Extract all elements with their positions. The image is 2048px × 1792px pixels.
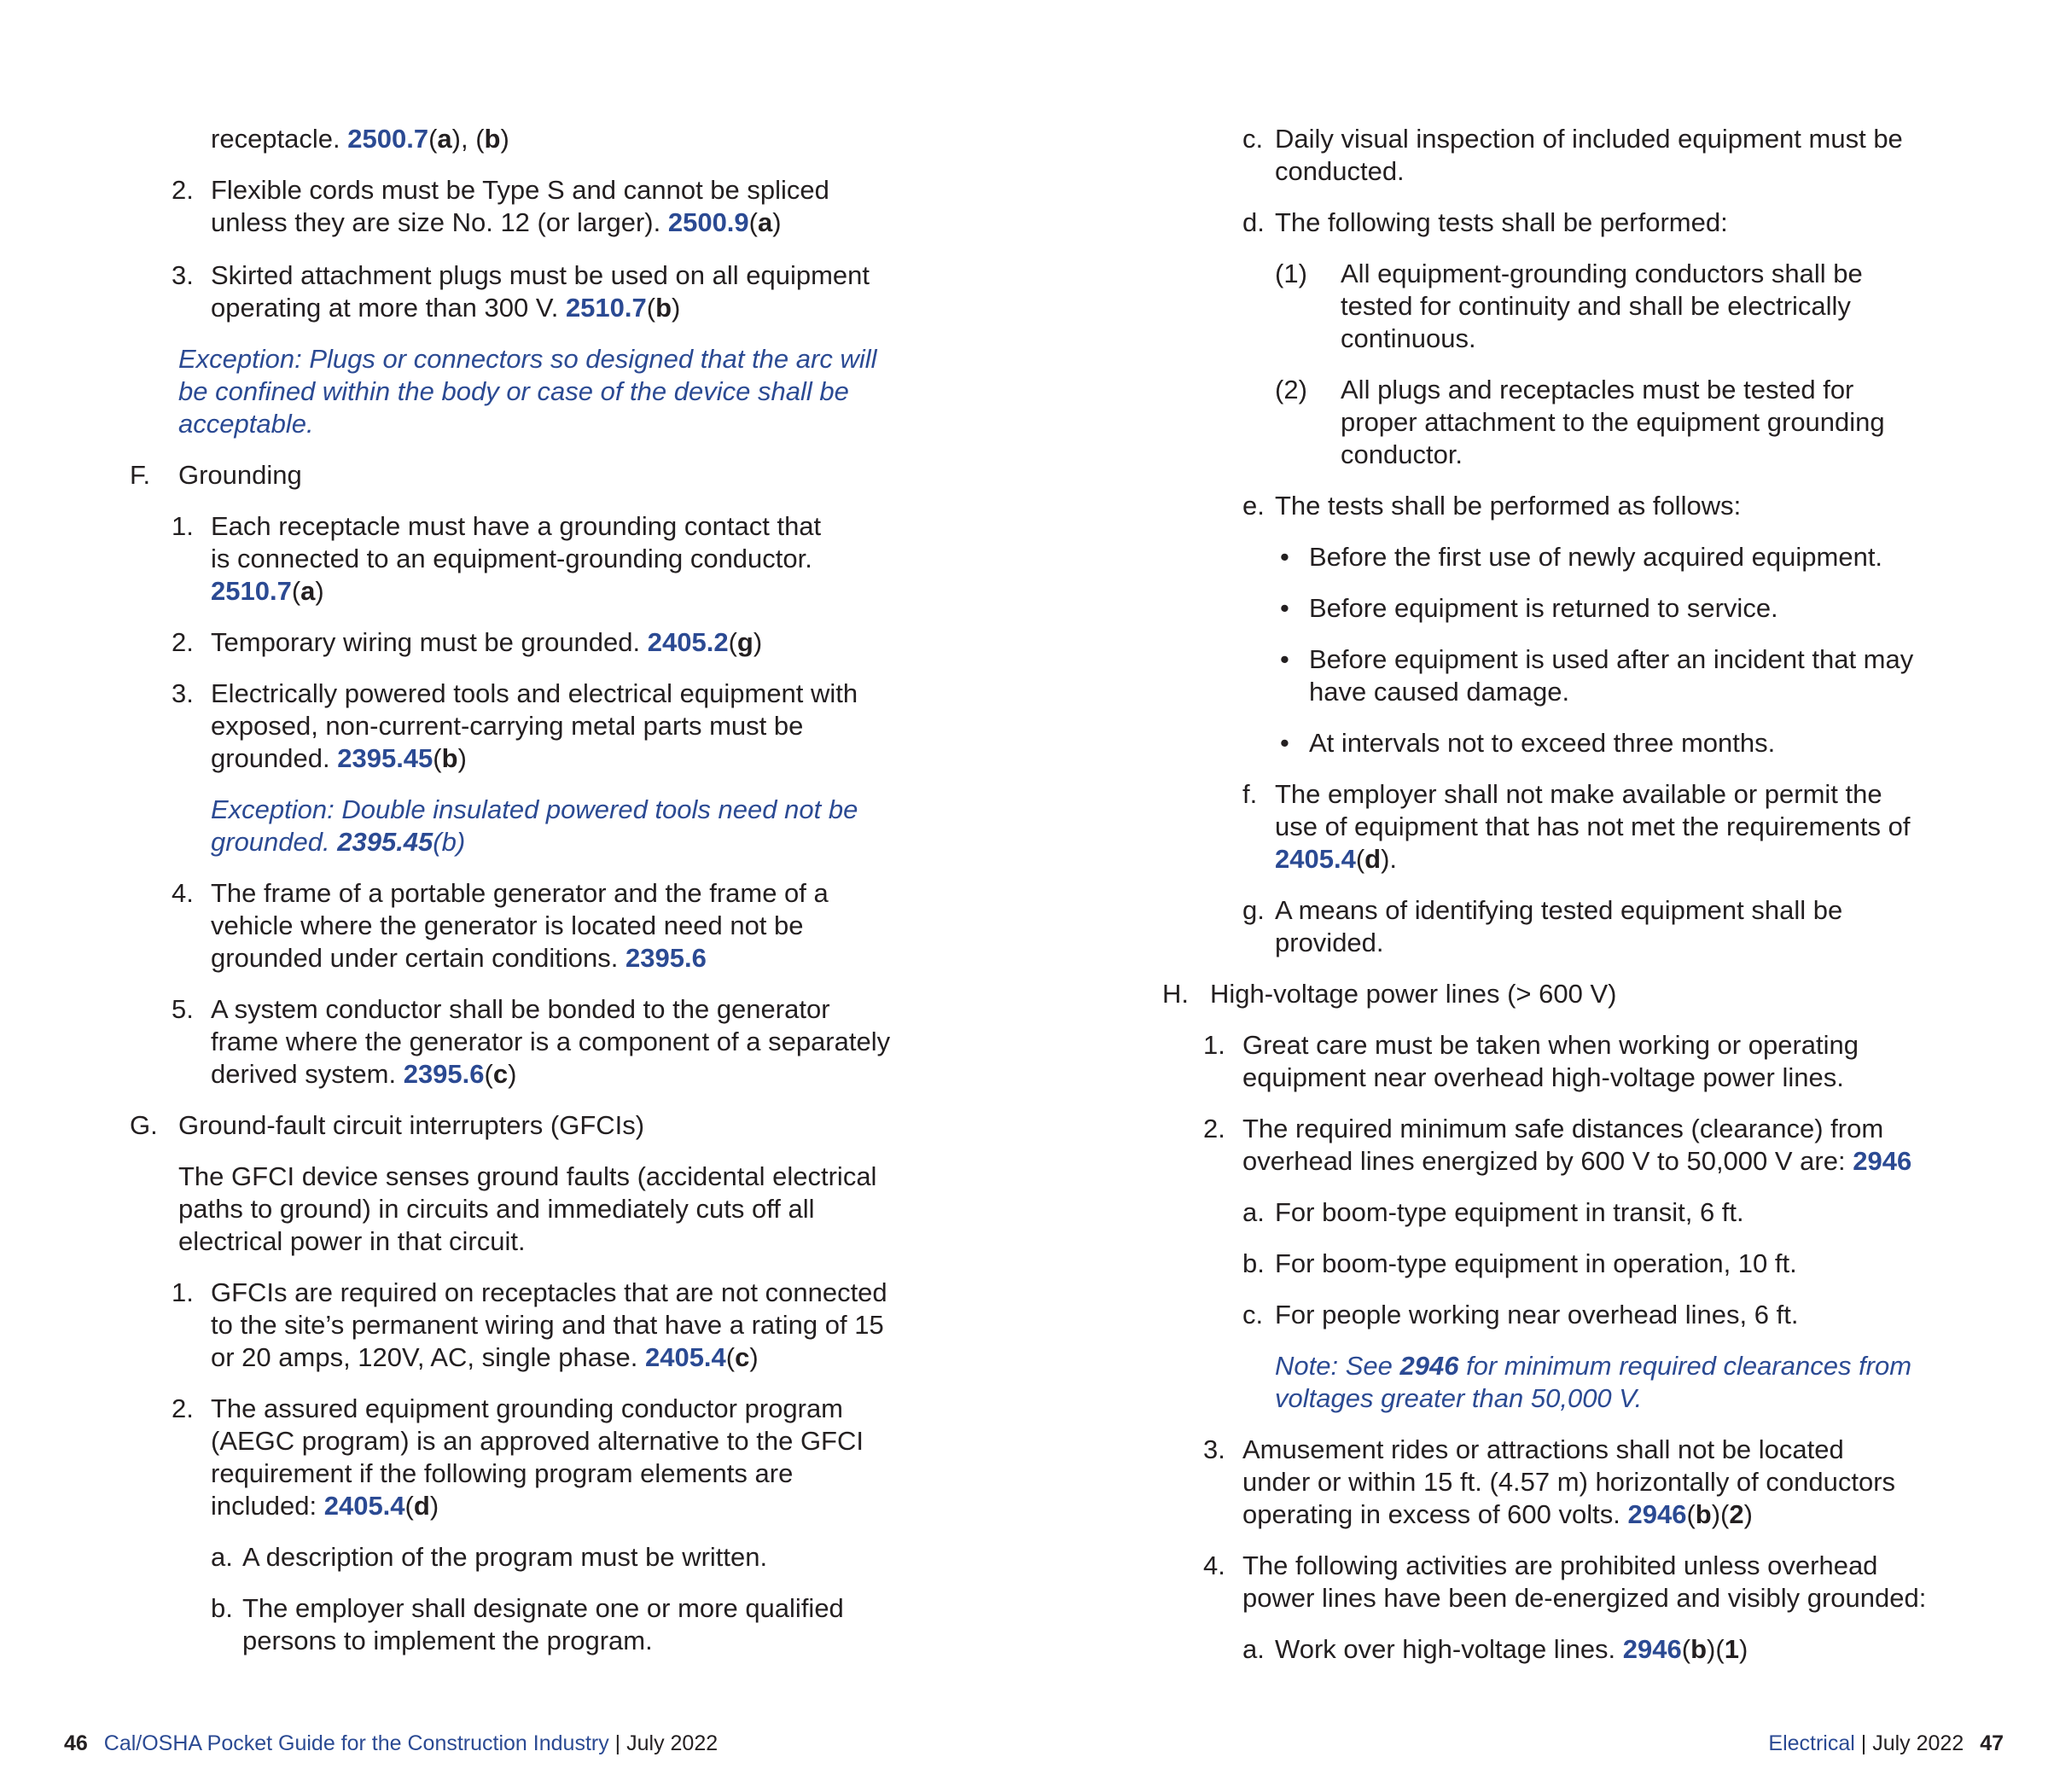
list-item-text: For boom-type equipment in operation, 10 ft.	[1275, 1248, 1797, 1278]
list-item-text: power lines have been de-energized and visibly grounded:	[1242, 1583, 1927, 1613]
list-marker: 2.	[1203, 1114, 1225, 1143]
list-item-text: exposed, non-current-carrying metal parts must be	[211, 711, 804, 741]
list-item-text: 2405.4(d).	[1275, 844, 1398, 874]
bullet-marker: •	[1280, 644, 1289, 674]
section-marker: H.	[1162, 979, 1189, 1009]
bullet-text: Before equipment is returned to service.	[1309, 593, 1778, 623]
list-item-text: Daily visual inspection of included equipment must be	[1275, 124, 1903, 154]
list-item-text: operating in excess of 600 volts. 2946(b)(2)	[1242, 1499, 1753, 1529]
section-heading: Grounding	[178, 460, 302, 490]
list-item-text: For boom-type equipment in transit, 6 ft.	[1275, 1197, 1744, 1227]
list-item-text: provided.	[1275, 928, 1384, 957]
exception-text: Exception: Double insulated powered tools need not be	[211, 794, 858, 824]
list-marker: 2.	[172, 627, 194, 657]
list-item-text: A system conductor shall be bonded to the generator	[211, 994, 830, 1024]
list-item-text: Amusement rides or attractions shall not be located	[1242, 1434, 1844, 1464]
section-heading: Ground-fault circuit interrupters (GFCIs)	[178, 1110, 645, 1140]
list-item-text: The frame of a portable generator and the frame of a	[211, 878, 829, 908]
list-item-text: The employer shall not make available or permit the	[1275, 779, 1882, 809]
list-marker: d.	[1242, 207, 1265, 237]
list-marker: f.	[1242, 779, 1258, 809]
exception-text: Exception: Plugs or connectors so designed that the arc will	[178, 344, 877, 374]
exception-text: acceptable.	[178, 409, 314, 439]
list-item-text: vehicle where the generator is located need not be	[211, 911, 804, 940]
chapter-title: Electrical	[1768, 1731, 1855, 1755]
page-number: 47	[1980, 1731, 2004, 1755]
list-item-text: The following activities are prohibited unless overhead	[1242, 1551, 1878, 1580]
list-marker: 4.	[172, 878, 194, 908]
list-item-text: conducted.	[1275, 156, 1405, 186]
list-marker: g.	[1242, 895, 1265, 925]
list-item-text: The tests shall be performed as follows:	[1275, 491, 1742, 521]
list-marker: 5.	[172, 994, 194, 1024]
paragraph-text: The GFCI device senses ground faults (accidental electrical	[178, 1161, 877, 1191]
list-marker: 2.	[172, 1393, 194, 1423]
list-item-text: derived system. 2395.6(c)	[211, 1059, 517, 1089]
page-number: 46	[64, 1731, 88, 1755]
list-item-text: For people working near overhead lines, 6 ft.	[1275, 1300, 1799, 1329]
section-marker: F.	[130, 460, 151, 490]
list-item-text: The employer shall designate one or more qualified	[242, 1593, 844, 1623]
list-item-text: The following tests shall be performed:	[1275, 207, 1728, 237]
bullet-marker: •	[1280, 728, 1289, 758]
publication-title: Cal/OSHA Pocket Guide for the Construction Industry	[103, 1731, 609, 1755]
list-marker: 1.	[172, 511, 194, 541]
left-footer	[64, 1731, 718, 1756]
list-marker: c.	[1242, 1300, 1264, 1329]
list-item-text: The assured equipment grounding conductor program	[211, 1393, 844, 1423]
list-marker: a.	[211, 1542, 233, 1572]
list-item-text: 2510.7(a)	[211, 576, 324, 606]
publication-date: | July 2022	[1854, 1731, 1964, 1755]
list-item-text: conductor.	[1341, 439, 1463, 469]
list-marker: 3.	[1203, 1434, 1225, 1464]
list-marker: 4.	[1203, 1551, 1225, 1580]
list-marker: 1.	[172, 1277, 194, 1307]
list-item-text: equipment near overhead high-voltage power lines.	[1242, 1062, 1844, 1092]
list-marker: b.	[1242, 1248, 1265, 1278]
list-item-text: Each receptacle must have a grounding contact that	[211, 511, 822, 541]
list-item-text: Electrically powered tools and electrical equipment with	[211, 678, 858, 708]
list-item-text: (AEGC program) is an approved alternative to the GFCI	[211, 1426, 864, 1456]
list-item-text: All plugs and receptacles must be tested for	[1341, 375, 1854, 404]
list-item-text: Flexible cords must be Type S and cannot be spliced	[211, 175, 829, 205]
exception-text: be confined within the body or case of the device shall be	[178, 376, 849, 406]
section-marker: G.	[130, 1110, 158, 1140]
list-item-text: operating at more than 300 V. 2510.7(b)	[211, 293, 681, 323]
list-marker: 2.	[172, 175, 194, 205]
paragraph-text: paths to ground) in circuits and immediately cuts off all	[178, 1194, 815, 1224]
list-marker: (1)	[1275, 259, 1307, 288]
list-item-text: Great care must be taken when working or operating	[1242, 1030, 1859, 1060]
list-item-text: overhead lines energized by 600 V to 50,000 V are: 2946	[1242, 1146, 1912, 1176]
list-item-text: under or within 15 ft. (4.57 m) horizontally of conductors	[1242, 1467, 1896, 1497]
list-marker: 3.	[172, 678, 194, 708]
list-item-text: grounded under certain conditions. 2395.6	[211, 943, 707, 973]
bullet-text: Before equipment is used after an incident that may	[1309, 644, 1914, 674]
list-marker: c.	[1242, 124, 1264, 154]
bullet-text: have caused damage.	[1309, 677, 1570, 707]
list-item-text: unless they are size No. 12 (or larger). 2500.9(a)	[211, 207, 782, 237]
list-marker: e.	[1242, 491, 1265, 521]
list-item-text: Work over high-voltage lines. 2946(b)(1)	[1275, 1634, 1748, 1664]
list-marker: a.	[1242, 1634, 1265, 1664]
list-item-text: A description of the program must be written.	[242, 1542, 768, 1572]
list-item-text: A means of identifying tested equipment shall be	[1275, 895, 1843, 925]
exception-text: grounded. 2395.45(b)	[211, 827, 466, 857]
list-marker: b.	[211, 1593, 233, 1623]
list-item-text: tested for continuity and shall be electrically	[1341, 291, 1851, 321]
section-heading: High-voltage power lines (> 600 V)	[1210, 979, 1617, 1009]
list-item-text: persons to implement the program.	[242, 1626, 653, 1655]
list-item-text: Temporary wiring must be grounded. 2405.2(g)	[211, 627, 763, 657]
list-marker: a.	[1242, 1197, 1265, 1227]
bullet-text: Before the first use of newly acquired equipment.	[1309, 542, 1883, 572]
list-item-text: Skirted attachment plugs must be used on all equipment	[211, 260, 870, 290]
list-item-text: continuous.	[1341, 323, 1476, 353]
list-item-text: frame where the generator is a component of a separately	[211, 1027, 891, 1056]
note-text: voltages greater than 50,000 V.	[1275, 1383, 1643, 1413]
bullet-marker: •	[1280, 542, 1289, 572]
list-item-text: proper attachment to the equipment grounding	[1341, 407, 1885, 437]
note-text: Note: See 2946 for minimum required clearances from	[1275, 1351, 1912, 1381]
list-item-text: GFCIs are required on receptacles that are not connected	[211, 1277, 887, 1307]
list-item-text: use of equipment that has not met the requirements of	[1275, 812, 1911, 841]
bullet-text: At intervals not to exceed three months.	[1309, 728, 1776, 758]
list-item-text: requirement if the following program elements are	[211, 1458, 794, 1488]
list-marker: (2)	[1275, 375, 1307, 404]
list-item-text: included: 2405.4(d)	[211, 1491, 439, 1521]
right-footer	[1768, 1731, 2004, 1756]
list-item-text: to the site’s permanent wiring and that have a rating of 15	[211, 1310, 884, 1340]
list-marker: 3.	[172, 260, 194, 290]
continued-text: receptacle. 2500.7(a), (b)	[211, 124, 509, 154]
list-marker: 1.	[1203, 1030, 1225, 1060]
bullet-marker: •	[1280, 593, 1289, 623]
list-item-text: The required minimum safe distances (clearance) from	[1242, 1114, 1884, 1143]
list-item-text: All equipment-grounding conductors shall be	[1341, 259, 1863, 288]
paragraph-text: electrical power in that circuit.	[178, 1226, 526, 1256]
list-item-text: or 20 amps, 120V, AC, single phase. 2405.4(c)	[211, 1342, 759, 1372]
publication-date: | July 2022	[608, 1731, 719, 1755]
list-item-text: grounded. 2395.45(b)	[211, 743, 467, 773]
list-item-text: is connected to an equipment-grounding conductor.	[211, 544, 812, 573]
